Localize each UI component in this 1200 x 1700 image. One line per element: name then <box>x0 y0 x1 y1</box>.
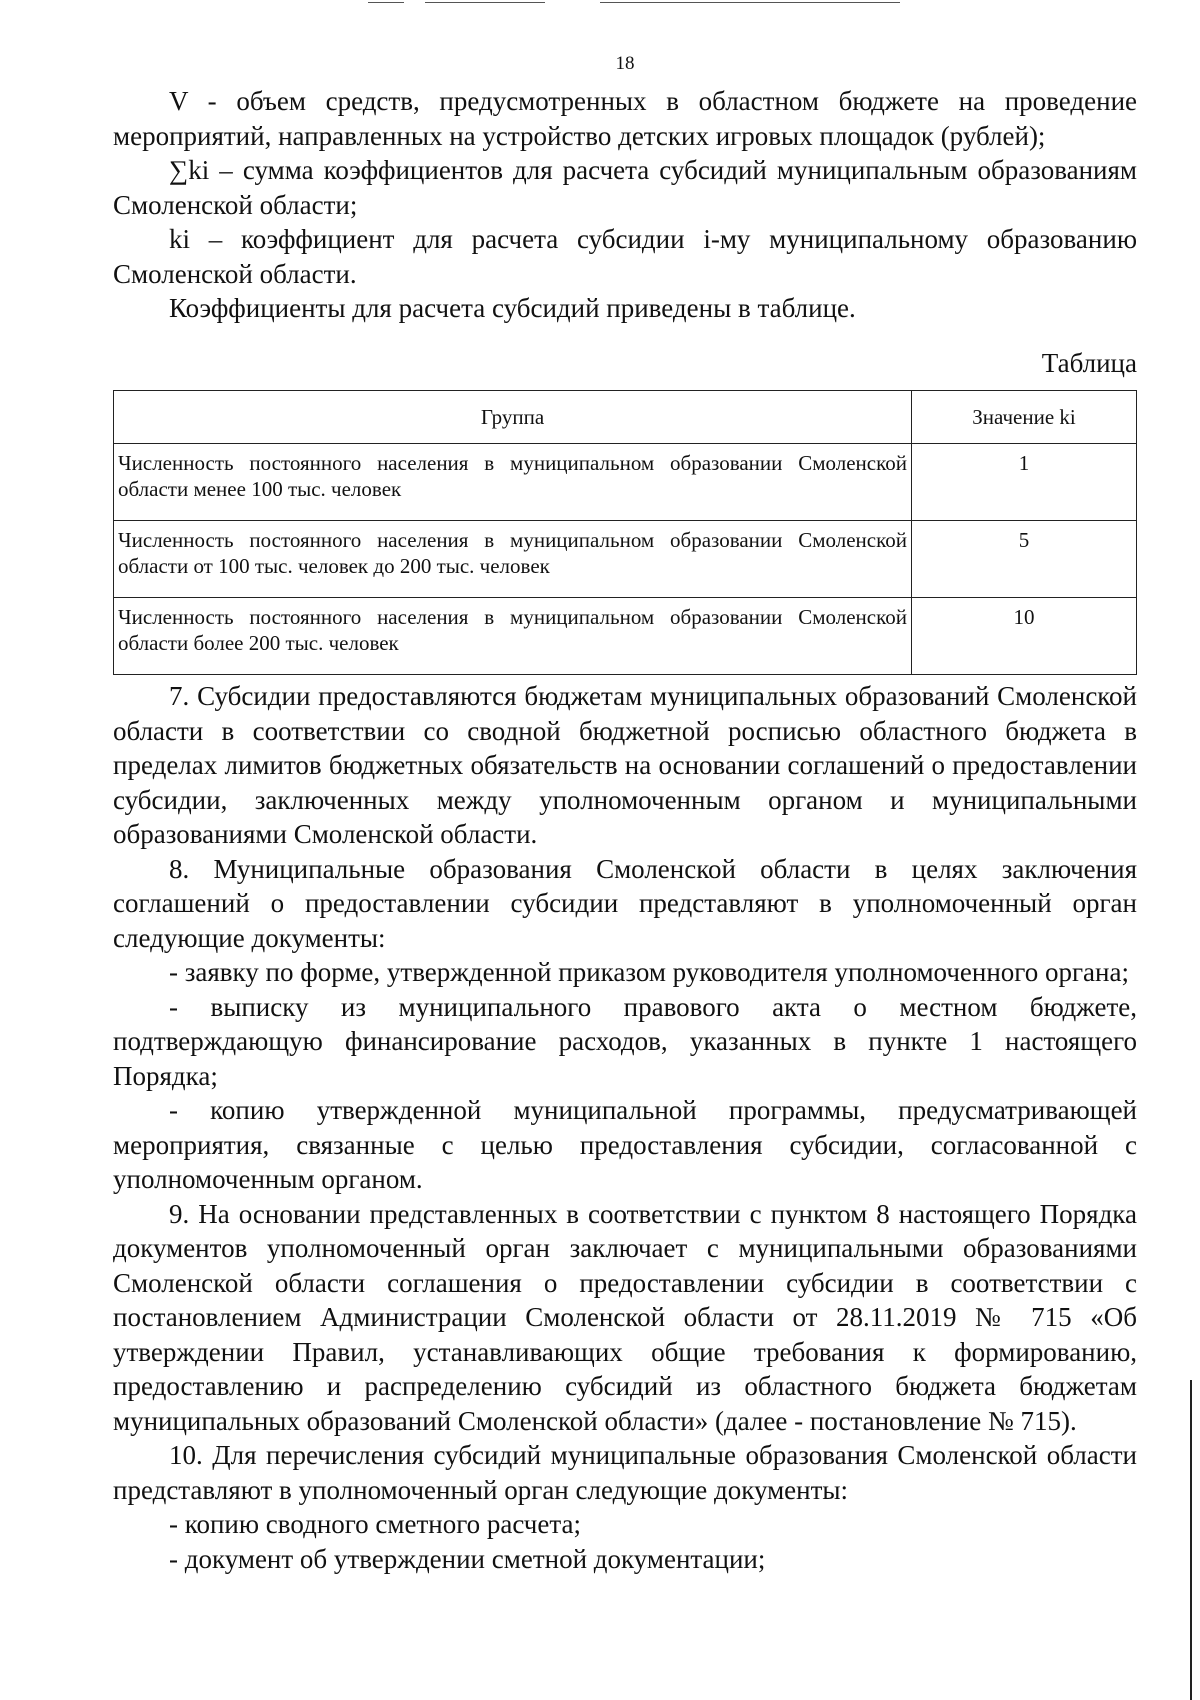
paragraph-ki-definition: ki – коэффициент для расчета субсидии i-му муниципальному образованию Смоленской области. <box>113 224 1137 289</box>
scan-artifact-top-left <box>368 2 404 3</box>
table-row <box>114 598 1137 675</box>
list-item-application: - заявку по форме, утвержденной приказом руководителя уполномоченного органа; <box>169 957 1129 987</box>
table-row <box>114 444 1137 521</box>
document-body <box>113 679 1137 1576</box>
document-page <box>113 52 1137 1576</box>
table-cell-group: Численность постоянного населения в муниципальном образовании Смоленской области от 100 тыс. человек до 200 тыс. человек <box>114 521 912 598</box>
paragraph-item-10: 10. Для перечисления субсидий муниципальные образования Смоленской области представляют в уполномоченный орган следующие документы: <box>113 1440 1137 1505</box>
paragraph-table-intro: Коэффициенты для расчета субсидий приведены в таблице. <box>169 293 856 323</box>
paragraph-item-9: 9. На основании представленных в соответствии с пунктом 8 настоящего Порядка документов уполномоченный орган заключает с муниципальными образованиями Смоленской области соглашения о предоставлении субсидии в соответствии с постановлением Администрации Смоленской области от 28.11.2019 № 715 «Об утверждении Правил, устанавливающих общие требования к формированию, предоставлению и распределению субсидий из областного бюджета бюджетам муниципальных образований Смоленской области» (далее - постановление № 715). <box>113 1198 1137 1436</box>
table-header-value: Значение ki <box>912 391 1137 444</box>
table-header-row <box>114 391 1137 444</box>
list-item-estimate-copy: - копию сводного сметного расчета; <box>169 1509 581 1539</box>
scan-artifact-right-edge <box>1190 1380 1192 1700</box>
list-item-program-copy: - копию утвержденной муниципальной программы, предусматривающей мероприятия, связанные с целью предоставления субсидии, согласованной с уполномоченным органом. <box>113 1095 1137 1194</box>
scan-artifact-top-right <box>600 2 900 3</box>
table-row <box>114 521 1137 598</box>
paragraph-sum-ki-definition: ∑ki – сумма коэффициентов для расчета субсидий муниципальным образованиям Смоленской области; <box>113 155 1137 220</box>
table-cell-value: 10 <box>912 598 1137 675</box>
page-number: 18 <box>615 53 635 74</box>
list-item-estimate-approval: - документ об утверждении сметной документации; <box>169 1543 766 1574</box>
coefficients-table <box>113 390 1137 675</box>
table-cell-value: 5 <box>912 521 1137 598</box>
paragraph-item-8: 8. Муниципальные образования Смоленской области в целях заключения соглашений о предоставлении субсидии представляют в уполномоченный орган следующие документы: <box>113 853 1137 953</box>
table-cell-value: 1 <box>912 444 1137 521</box>
paragraph-v-definition: V - объем средств, предусмотренных в областном бюджете на проведение мероприятий, направленных на устройство детских игровых площадок (рублей); <box>113 86 1137 151</box>
paragraph-item-7: 7. Субсидии предоставляются бюджетам муниципальных образований Смоленской области в соответствии со сводной бюджетной росписью областного бюджета в пределах лимитов бюджетных обязательств на основании соглашений о предоставлении субсидии, заключенных между уполномоченным органом и муниципальными образованиями Смоленской области. <box>113 681 1137 849</box>
table-header-group: Группа <box>114 391 912 444</box>
scan-artifact-top-mid <box>425 2 545 3</box>
table-cell-group: Численность постоянного населения в муниципальном образовании Смоленской области менее 100 тыс. человек <box>114 444 912 521</box>
list-item-budget-extract: - выписку из муниципального правового акта о местном бюджете, подтверждающую финансирование расходов, указанных в пункте 1 настоящего Порядка; <box>113 991 1137 1091</box>
table-caption: Таблица <box>1041 347 1137 378</box>
table-cell-group: Численность постоянного населения в муниципальном образовании Смоленской области более 200 тыс. человек <box>114 598 912 675</box>
